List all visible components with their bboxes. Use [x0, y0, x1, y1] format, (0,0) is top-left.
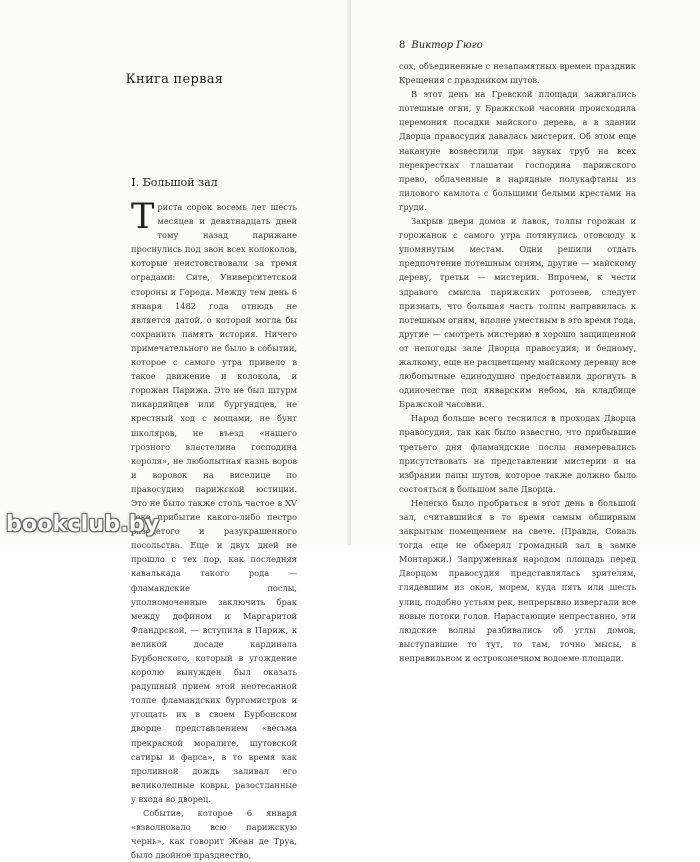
left-page: [0, 0, 349, 861]
paragraph: Нелегко было пробраться в этот день в большой зал, считавшийся в то время самым обширным закрытым помещением на свете. (Правда, Соваль тогда еще не обмерял громадный зал в замке Монтаржи.) Запруженная народом площадь перед Дворцом правосудия представлялась зрителям, глядевшим из окон, морем, куда пять или шесть улиц, подобно устьям рек, непрерывно извергали все новые потоки голов. Нарастающие непрестанно, эти людские волны разбивались об углы домов, выступавшие то тут, то там, точно мысы, в неправильном и остроконечном водоеме площади.: [399, 497, 636, 663]
right-page-text: [399, 59, 636, 663]
page-number: 8: [399, 40, 406, 51]
left-page-text: [131, 197, 297, 861]
paragraph: В этот день на Гревской площади зажигались потешные огни, у Бражкской часовни происходила церемония посадки майского дерева, а в здании Дворца правосудия давалась мистерия. Об этом еще накануне возвестили при звуках труб на всех перекрестках глашатаи господина парижского прево, облаченные в нарядные полукафтаны из лилового камлота с большими белыми крестами на груди.: [399, 89, 636, 212]
drop-cap: Т: [131, 197, 155, 237]
second-paragraph: Событие, которое 6 января «взволновало всю парижскую чернь», как говорит Жеан де Труа, было двойное празднество,: [131, 808, 297, 861]
site-watermark: bookclub.by: [6, 512, 160, 537]
author-name: Виктор Гюго: [411, 40, 483, 51]
paragraph: Народ больше всего теснился в проходах Дворца правосудия, так как было известно, что прибывшие третьего дня фламандские послы намеревались присутствовать на представлении мистерии и на избрании папы шутов, которое также должно было состояться в большом зале Дворца.: [399, 413, 636, 494]
paragraph: сох, объединенные с незапамятных времен праздник Крещения с праздником шутов.: [399, 61, 636, 86]
chapter-title: I. Большой зал: [131, 176, 218, 189]
first-paragraph-text: риста сорок восемь лет шесть месяцев и девятнадцать дней тому назад парижане проснулись под звон всех колоколов, которые неистовствовали за тремя оградами: Сите, Университетской стороны и Города. Между тем день 6 января 1482 года отнюдь не является датой, о которой могла бы сохранить память история. Ничего примечательного не было в событии, которое с самого утра привело в такое движение и колокола, и горожан Парижа. Это не был штурм пикардийцев или бургундцев, не крестный ход с мощами, не бунт школяров, не въезд «нашего грозного властелина господина короля», не любопытная казнь воров и воровок на виселице по правосудию парижской юстиции. Это не было также столь частое в XV веке прибытие какого-либо пестро разодетого и разукрашенного посольства. Еще и двух дней не прошло с тех пор, как последняя кавалькада такого рода — фламандские послы, уполномоченные заключить брак между дофином и Маргаритой Фландрской, — вступила в Париж, к великой досаде кардинала Бурбонского, который в угождение королю вынужден был оказать радушный прием этой неотесанной толпе фламандских бургомистров и угощать их в своем Бурбонском дворце представлением «весьма прекрасной моралите, шутовской сатиры и фарса», в то время как проливной дождь заливал его великолепные ковры, разостланные у входа во дворец.: [131, 202, 297, 804]
first-paragraph: [131, 197, 297, 806]
running-header: [399, 40, 483, 51]
book-title: Книга первая: [125, 72, 224, 87]
paragraph: Закрыв двери домов и лавок, толпы горожан и горожанок с самого утра потянулись отовсюду к упомянутым местам. Одни решили отдать предпочтение потешным огням, другие — майскому дереву, третьи — мистерии. Впрочем, к чести здравого смысла парижских ротозеев, следует признать, что большая часть толпы направилась к потешным огням, вполне уместным в это время года, другие — смотреть мистерию в хорошо защищенной от непогоды зале Дворца правосудия; и бедному, жалкому, еще не расцветшему майскому деревцу все любопытные единодушно предоставили дрогнуть в одиночестве под январским небом, на кладбище Бражской часовни.: [399, 216, 636, 410]
